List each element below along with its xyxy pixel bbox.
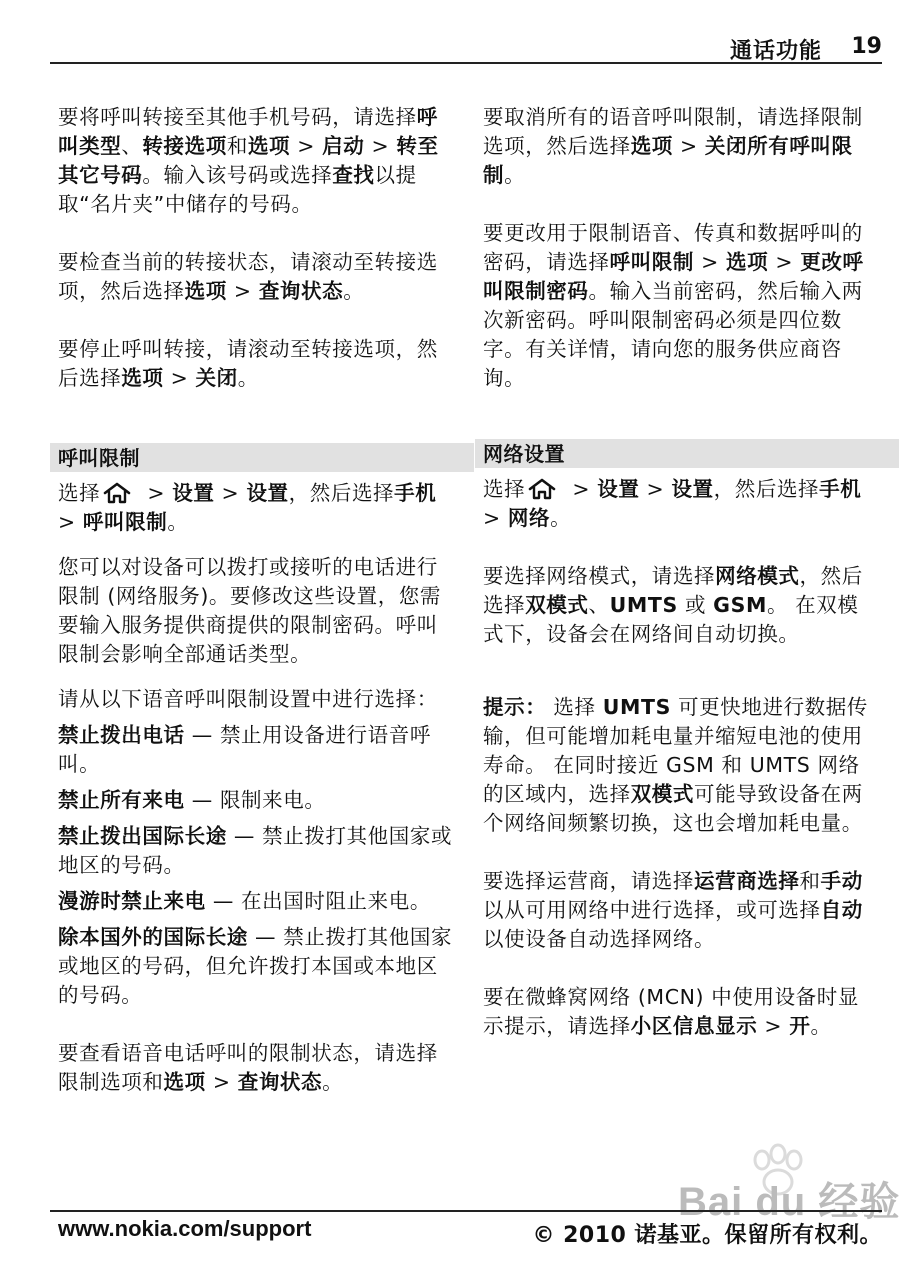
paragraph-forward-to-other-number: 要将呼叫转接至其他手机号码，请选择呼叫类型、转接选项和选项 > 启动 > 转至其它号码。输入该号码或选择查找以提取“名片夹”中储存的号码。 [58,105,439,216]
page-number: 19 [851,34,882,59]
paragraph-barring-intro: 您可以对设备可以拨打或接听的电话进行限制 (网络服务)。要修改这些设置，您需要输入服务提供商提供的限制密码。呼叫限制会影响全部通话类型。 [58,555,442,666]
left-column [58,103,453,1097]
footer-divider [50,1210,882,1212]
barring-option: 禁止拨出电话 — 禁止用设备进行语音呼叫。 [58,723,431,776]
chapter-title: 通话功能 [729,39,822,64]
paragraph-network-mode: 要选择网络模式，请选择网络模式，然后选择双模式、UMTS 或 GSM。 在双模式下，设备会在网络间自动切换。 [483,564,863,646]
paragraph-view-barring-status: 要查看语音电话呼叫的限制状态，请选择限制选项和选项 > 查询状态。 [58,1041,438,1094]
paragraph-cancel-all-barring: 要取消所有的语音呼叫限制，请选择限制选项，然后选择选项 > 关闭所有呼叫限制。 [483,105,863,187]
support-url-link[interactable]: www.nokia.com/support [58,1216,312,1241]
paragraph-tip: 提示： 选择 UMTS 可更快地进行数据传输，但可能增加耗电量并缩短电池的使用寿命。 在同时接近 GSM 和 UMTS 网络的区域内，选择双模式可能导致设备在两个网络间频繁切换，这也会增加耗电量。 [483,695,868,835]
barring-option: 禁止所有来电 — 限制来电。 [58,788,326,812]
paragraph-check-forward-status: 要检查当前的转接状态，请滚动至转接选项，然后选择选项 > 查询状态。 [58,250,438,303]
paragraph-change-barring-password: 要更改用于限制语音、传真和数据呼叫的密码，请选择呼叫限制 > 选项 > 更改呼叫限制密码。输入当前密码，然后输入两次新密码。呼叫限制密码必须是四位数字。有关详情，请向您的服务供应商咨询。 [483,221,864,390]
barring-option: 漫游时禁止来电 — 在出国时阻止来电。 [58,889,431,913]
barring-option: 除本国外的国际长途 — 禁止拨打其他国家或地区的号码，但允许拨打本国或本地区的号码。 [58,925,453,1007]
home-icon [102,482,132,504]
paragraph-network-menu-path: 选择 > 设置 > 设置，然后选择手机 > 网络。 [483,477,862,530]
right-column [483,103,878,1041]
copyright-notice: © 2010 诺基亚。保留所有权利。 [532,1223,882,1248]
paragraph-mcn-display: 要在微蜂窝网络 (MCN) 中使用设备时显示提示，请选择小区信息显示 > 开。 [483,985,859,1038]
barring-option: 禁止拨出国际长途 — 禁止拨打其他国家或地区的号码。 [58,824,453,877]
home-icon [527,478,557,500]
page-header [50,28,882,64]
section-heading-call-barring: 呼叫限制 [50,443,474,472]
barring-options-list [58,721,453,1010]
paragraph-barring-menu-path: 选择 > 设置 > 设置，然后选择手机 > 呼叫限制。 [58,481,437,534]
paragraph-select-operator: 要选择运营商，请选择运营商选择和手动以从可用网络中进行选择，或可选择自动以使设备自动选择网络。 [483,869,863,951]
paragraph-stop-forwarding: 要停止呼叫转接，请滚动至转接选项，然后选择选项 > 关闭。 [58,337,438,390]
watermark-text: Bai du 经验 [678,1180,901,1224]
paragraph-select-from-list: 请从以下语音呼叫限制设置中进行选择： [58,687,438,711]
section-heading-network-settings: 网络设置 [475,439,899,468]
